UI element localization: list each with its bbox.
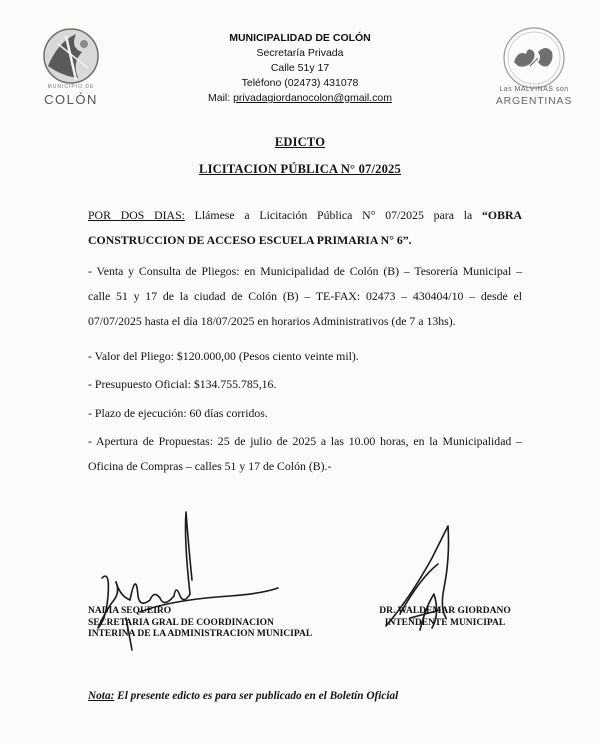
llamado-line-1 xyxy=(88,203,522,228)
note-text: El presente edicto es para ser publicado en el Boletín Oficial xyxy=(114,690,399,702)
signature-left-text xyxy=(88,606,312,641)
venta-line-1: - Venta y Consulta de Pliegos: en Municipalidad de Colón (B) – Tesorería Municipal – xyxy=(88,264,522,278)
obra-title-end: CONSTRUCCION DE ACCESO ESCUELA PRIMARIA N° 6”. xyxy=(88,233,412,247)
signer-right-role: INTENDENTE MUNICIPAL xyxy=(384,617,506,628)
paragraph-venta xyxy=(88,259,522,334)
plazo-ejecucion xyxy=(88,401,522,426)
signer-left-name: NADIA SEQUEIRO xyxy=(88,606,172,616)
letterhead xyxy=(160,31,440,106)
presupuesto-oficial xyxy=(88,372,522,397)
mail-label: Mail: xyxy=(207,92,234,104)
signer-right-name: DR. WALDEMAR GIORDANO xyxy=(379,606,511,616)
department: Secretaría Privada xyxy=(256,47,344,59)
llamado-text: Llámese a Licitación Pública N° 07/2025 para la xyxy=(184,208,482,222)
presupuesto-text: - Presupuesto Oficial: $134.755.785,16. xyxy=(88,377,277,391)
valor-pliego xyxy=(88,344,522,369)
paragraph-llamado xyxy=(88,203,522,253)
logo-right-line1: Las MALVINAS son xyxy=(499,86,569,93)
signature-right-text xyxy=(370,606,520,629)
venta-line-3: 07/07/2025 hasta el día 18/07/2025 en horarios Administrativos (de 7 a 13hs). xyxy=(88,314,456,328)
logo-left-name: COLÓN xyxy=(44,92,98,107)
apertura-line-2: Oficina de Compras – calles 51 y 17 de Colón (B).- xyxy=(88,459,332,473)
licitacion-title: LICITACION PÚBLICA N° 07/2025 xyxy=(199,162,401,176)
org-name: MUNICIPALIDAD DE COLÓN xyxy=(229,32,371,44)
plazo-text: - Plazo de ejecución: 60 días corridos. xyxy=(88,406,268,420)
por-dos-dias: POR DOS DIAS: xyxy=(88,208,185,222)
paragraph-apertura xyxy=(88,429,522,479)
logo-left-small-text: MUNICIPIO DE xyxy=(47,84,95,90)
mail-link[interactable]: privadagiordanocolon@gmail.com xyxy=(233,92,392,104)
signer-left-role2: INTERINA DE LA ADMINISTRACION MUNICIPAL xyxy=(88,629,313,639)
obra-title-start: “OBRA xyxy=(482,208,522,222)
mail-line xyxy=(160,91,440,106)
footer-note xyxy=(88,690,398,702)
logo-right-line2: ARGENTINAS xyxy=(495,95,573,107)
address: Calle 51y 17 xyxy=(270,62,330,74)
signer-left-role1: SECRETARIA GRAL DE COORDINACION xyxy=(88,617,274,628)
phone: Teléfono (02473) 431078 xyxy=(241,77,359,89)
valor-text: - Valor del Pliego: $120.000,00 (Pesos ciento veinte mil). xyxy=(88,349,359,363)
venta-line-2: calle 51 y 17 de la ciudad de Colón (B) – TE-FAX: 02473 – 430404/10 – desde el xyxy=(88,289,522,303)
edicto-title: EDICTO xyxy=(274,135,326,149)
apertura-line-1: - Apertura de Propuestas: 25 de julio de 2025 a las 10.00 horas, en la Municipalidad – xyxy=(88,434,522,448)
note-label: Nota: xyxy=(88,690,115,702)
